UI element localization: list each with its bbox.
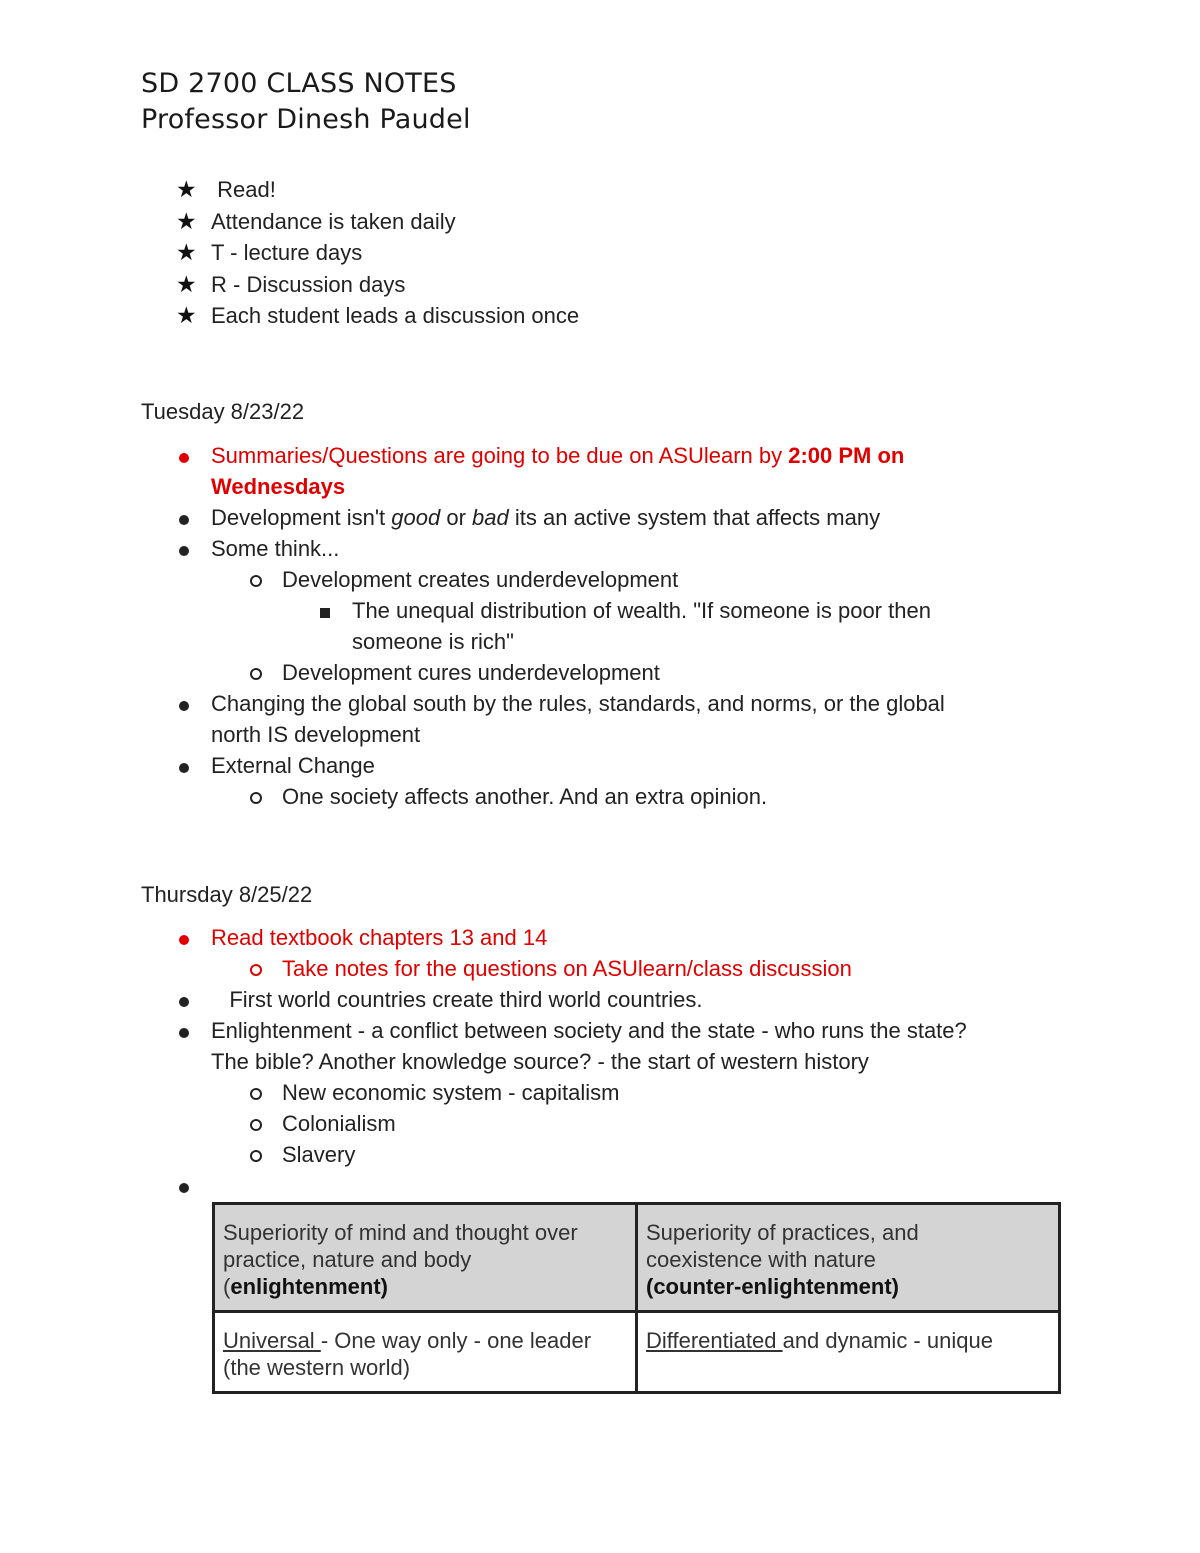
intro-list — [176, 174, 579, 332]
circle-bullet-icon — [250, 1077, 262, 1108]
list-item: ★ Each student leads a discussion once — [176, 300, 579, 332]
page-title: SD 2700 CLASS NOTES — [141, 68, 457, 99]
take-notes-line: Take notes for the questions on ASUlearn/class discussion — [282, 956, 852, 981]
read-chapters-line: Read textbook chapters 13 and 14 — [211, 925, 548, 950]
circle-bullet-icon — [250, 1139, 262, 1170]
changing-line1: Changing the global south by the rules, standards, and norms, or the global — [211, 691, 945, 716]
bullet-icon — [179, 688, 189, 719]
bullet-icon — [179, 1170, 189, 1201]
red-bullet-icon — [179, 440, 189, 471]
star-icon: ★ — [176, 176, 197, 202]
due-notice-line1: Summaries/Questions are going to be due on ASUlearn by 2:00 PM on — [211, 443, 905, 468]
table-header-cell-counter-enlightenment: Superiority of practices, and coexistence with nature (counter-enlightenment) — [637, 1204, 1060, 1312]
circle-bullet-icon — [250, 564, 262, 595]
bullet-icon — [179, 502, 189, 533]
cures-line: Development cures underdevelopment — [282, 660, 660, 685]
enlightenment-line1: Enlightenment - a conflict between society and the state - who runs the state? — [211, 1018, 967, 1043]
colonialism-line: Colonialism — [282, 1111, 396, 1136]
one-society-line: One society affects another. And an extra opinion. — [282, 784, 768, 809]
changing-line2: north IS development — [211, 722, 421, 747]
star-icon: ★ — [176, 270, 197, 297]
comparison-table — [212, 1202, 1061, 1394]
star-icon: ★ — [176, 207, 197, 234]
square-bullet-icon — [320, 595, 330, 626]
some-think-line: Some think... — [211, 536, 340, 561]
list-item: ★ T - lecture days — [176, 237, 579, 269]
page-subtitle: Professor Dinesh Paudel — [141, 104, 471, 135]
first-world-line: First world countries create third world countries. — [211, 987, 703, 1012]
capitalism-line: New economic system - capitalism — [282, 1080, 620, 1105]
due-notice-line2: Wednesdays — [211, 474, 346, 499]
tuesday-date-heading: Tuesday 8/23/22 — [141, 399, 305, 424]
unequal-line1: The unequal distribution of wealth. "If someone is poor then — [352, 598, 931, 623]
table-row — [214, 1312, 1060, 1393]
red-circle-bullet-icon — [250, 953, 262, 984]
table-row — [214, 1204, 1060, 1312]
list-item: ★ Read! — [176, 174, 579, 206]
star-icon: ★ — [176, 302, 197, 328]
table-header-cell-enlightenment: Superiority of mind and thought over practice, nature and body (enlightenment) — [214, 1204, 637, 1312]
enlightenment-line2: The bible? Another knowledge source? - the start of western history — [211, 1049, 869, 1074]
red-bullet-icon — [179, 922, 189, 953]
table-cell-universal: Universal - One way only - one leader (the western world) — [214, 1312, 637, 1393]
star-icon: ★ — [176, 239, 197, 265]
external-change-line: External Change — [211, 753, 375, 778]
bullet-icon — [179, 533, 189, 564]
thursday-date-heading: Thursday 8/25/22 — [141, 882, 313, 907]
circle-bullet-icon — [250, 781, 262, 812]
slavery-line: Slavery — [282, 1142, 356, 1167]
unequal-line2: someone is rich" — [352, 629, 514, 654]
bullet-icon — [179, 750, 189, 781]
circle-bullet-icon — [250, 657, 262, 688]
development-line: Development isn't good or bad its an active system that affects many — [211, 505, 881, 530]
circle-bullet-icon — [250, 1108, 262, 1139]
bullet-icon — [179, 984, 189, 1015]
bullet-icon — [179, 1015, 189, 1046]
table-cell-differentiated: Differentiated and dynamic - unique — [637, 1312, 1060, 1393]
list-item: ★ Attendance is taken daily — [176, 206, 579, 238]
creates-line: Development creates underdevelopment — [282, 567, 679, 592]
list-item: ★ R - Discussion days — [176, 269, 579, 301]
